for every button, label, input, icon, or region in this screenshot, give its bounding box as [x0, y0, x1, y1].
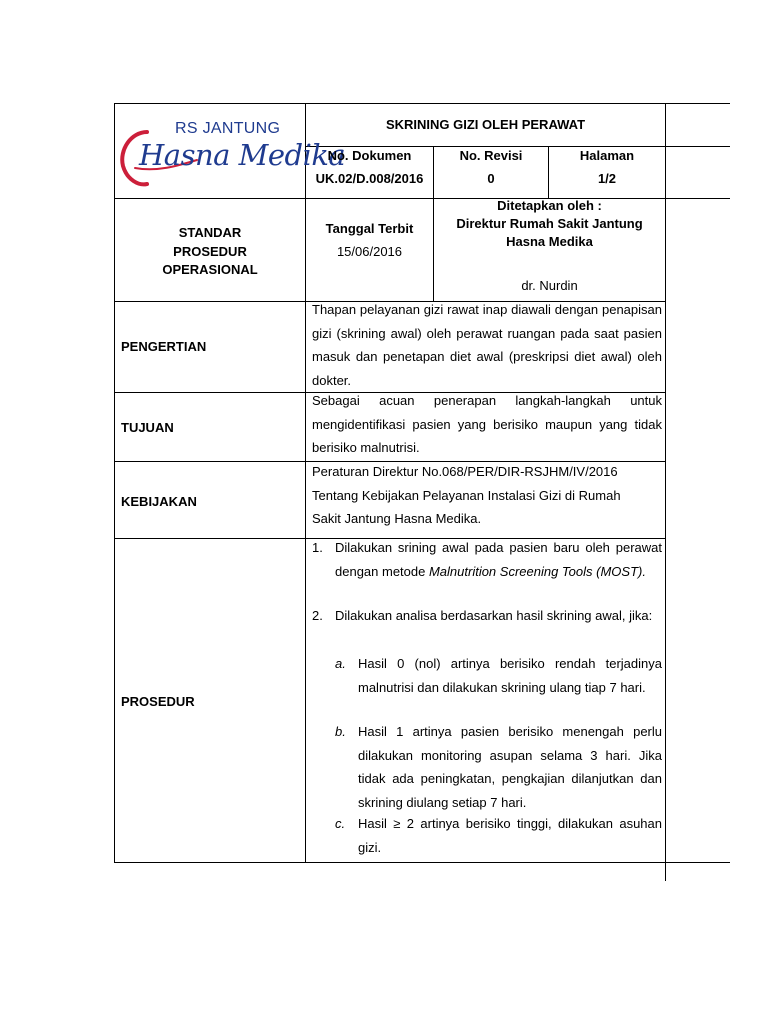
step-2-text: Dilakukan analisa berdasarkan hasil skrining awal, jika: [335, 608, 653, 623]
page-label: Halaman [579, 148, 635, 163]
hospital-logo [117, 110, 346, 196]
step-2-number: 2. [312, 608, 323, 623]
issue-date-value: 15/06/2016 [336, 244, 403, 259]
doc-no-label: No. Dokumen [327, 148, 412, 163]
step-b-text: Hasil 1 artinya pasien berisiko menengah perlu dilakukan monitoring asupan selama 3 hari. Jika tidak ada peningkatan, pengkajian dilanjutkan dan skrining diulang setiap 7 hari. [358, 724, 662, 810]
tujuan-text: Sebagai acuan penerapan langkah-langkah untuk mengidentifikasi pasien yang berisiko maupun yang tidak berisiko malnutrisi. [312, 393, 662, 455]
step-b-letter-text: b. [335, 724, 346, 739]
kebijakan-label: KEBIJAKAN [121, 494, 197, 509]
step-b-letter [335, 720, 346, 744]
step-a-letter [335, 652, 346, 676]
pengertian-label: PENGERTIAN [121, 339, 207, 354]
approver-line2: Hasna Medika [506, 234, 593, 249]
step-a-letter-text: a. [335, 656, 346, 671]
issue-date-label: Tanggal Terbit [325, 221, 414, 236]
pengertian-text: Thapan pelayanan gizi rawat inap diawali dengan penapisan gizi (skrining awal) oleh perawat ruangan pada saat pasien masuk dan penetapan diet awal (preskripsi diet awal) oleh dokter. [312, 302, 662, 388]
sop-label [115, 224, 305, 280]
document-title: SKRINING GIZI OLEH PERAWAT [385, 117, 586, 132]
doc-no-value: UK.02/D.008/2016 [315, 171, 424, 186]
sop-label-line1: STANDAR [178, 225, 242, 240]
logo-line1: RS JANTUNG [175, 120, 281, 137]
kebijakan-text [312, 460, 662, 531]
kebijakan-line1: Peraturan Direktur No.068/PER/DIR-RSJHM/IV/2016 [312, 464, 618, 479]
step-c-text: Hasil ≥ 2 artinya berisiko tinggi, dilakukan asuhan gizi. [358, 816, 662, 855]
tujuan-label: TUJUAN [121, 420, 174, 435]
revision-label: No. Revisi [459, 148, 523, 163]
step-1-method: Malnutrition Screening Tools (MOST). [428, 563, 646, 579]
step-c-letter [335, 812, 345, 836]
kebijakan-line3: Sakit Jantung Hasna Medika. [312, 511, 482, 526]
logo-line2: Hasna Medika [139, 138, 346, 172]
sop-label-line3: OPERASIONAL [162, 262, 258, 277]
kebijakan-line2: Tentang Kebijakan Pelayanan Instalasi Gizi di Rumah [312, 487, 621, 503]
signer-name: dr. Nurdin [521, 278, 578, 293]
sop-label-line2: PROSEDUR [173, 243, 247, 259]
step-a-text: Hasil 0 (nol) artinya berisiko rendah terjadinya malnutrisi dan dilakukan skrining ulang tiap 7 hari. [358, 656, 662, 695]
step-1-body: Dilakukan srining awal pada pasien baru oleh perawat dengan metode [335, 540, 662, 579]
approved-by-label: Ditetapkan oleh : [497, 198, 602, 213]
approver-line1: Direktur Rumah Sakit Jantung [456, 216, 643, 231]
step-1-number: 1. [312, 540, 323, 555]
page-value: 1/2 [597, 171, 617, 186]
step-c-letter-text: c. [335, 816, 346, 831]
step-1-text [335, 536, 662, 583]
revision-value: 0 [487, 171, 495, 186]
prosedur-label: PROSEDUR [121, 694, 195, 709]
